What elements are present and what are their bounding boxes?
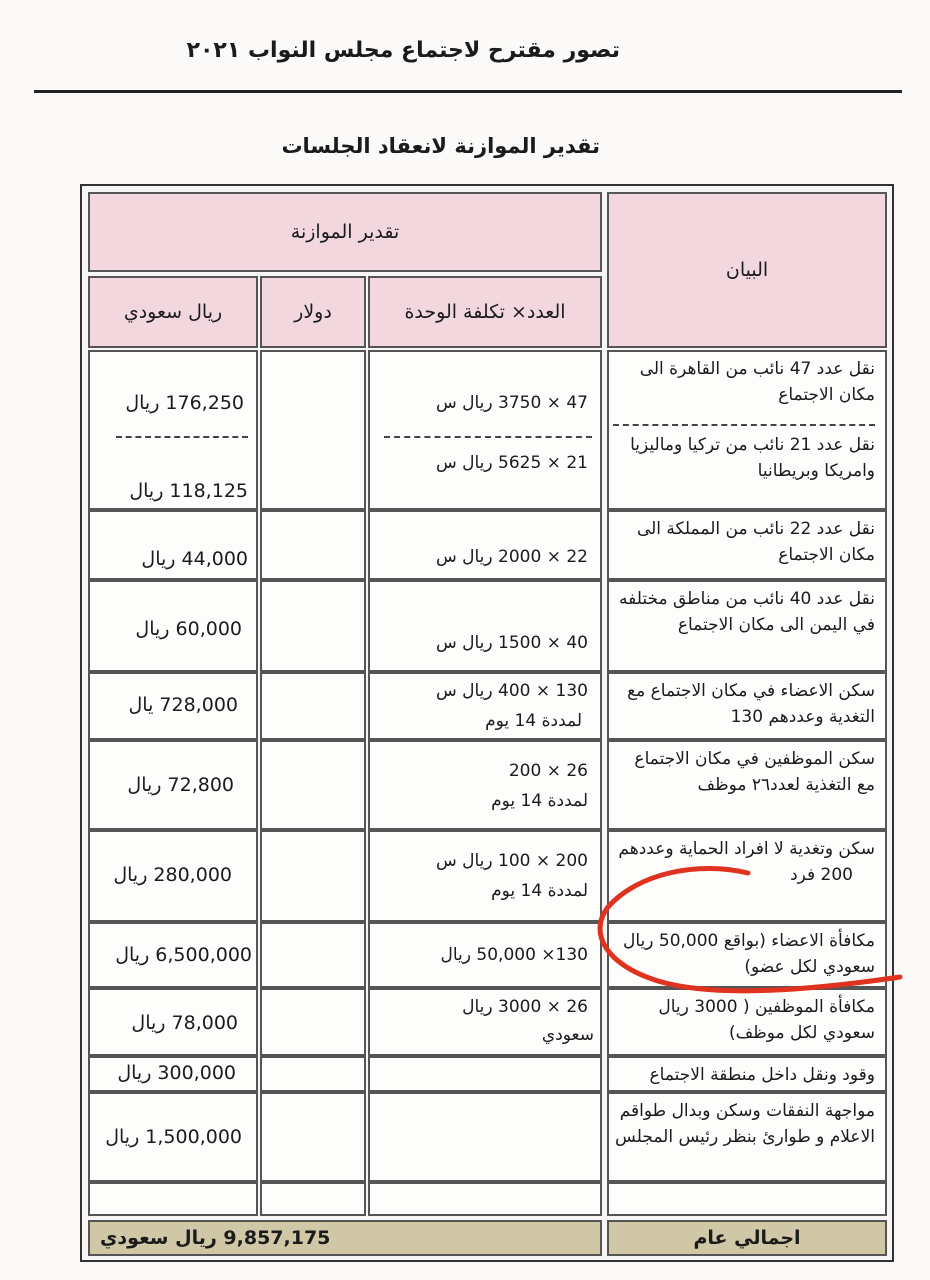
- row-6-desc: [607, 830, 887, 922]
- row-10-riyal-value: 1,500,000 ريال: [105, 1126, 242, 1148]
- row-2-desc: نقل عدد 22 نائب من المملكة الى مكان الاجتماع: [607, 510, 887, 580]
- row-4-calc-line-2: لمددة 14 يوم: [485, 711, 582, 731]
- row-8-riyal: [88, 988, 258, 1056]
- header-dollar-label: دولار: [294, 301, 332, 323]
- row-6-calc: [368, 830, 602, 922]
- total-label: اجمالي عام: [693, 1227, 801, 1249]
- row-1-desc-a: نقل عدد 47 نائب من القاهرة الى مكان الاجتماع: [639, 359, 875, 405]
- row-9-riyal: [88, 1056, 258, 1092]
- row-9-riyal-value: 300,000 ريال: [117, 1062, 236, 1084]
- table-title: تقدير الموازنة لانعقاد الجلسات: [281, 134, 600, 158]
- row-2-riyal-value: 44,000 ريال: [141, 548, 248, 570]
- row-8-riyal-value: 78,000 ريال: [131, 1012, 238, 1034]
- header-count-unit-cost-label: العدد× تكلفة الوحدة: [404, 301, 566, 323]
- row-2-calc: [368, 510, 602, 580]
- empty-row-riyal: [88, 1182, 258, 1216]
- header-dollar: [260, 276, 366, 348]
- row-3-calc: [368, 580, 602, 672]
- header-statement-label: البيان: [725, 259, 769, 281]
- row-6-riyal-value: 280,000 ريال: [113, 864, 232, 886]
- row-3-calc-value: 40 × 1500 ريال س: [435, 633, 588, 653]
- header-budget-estimate: [88, 192, 602, 272]
- row-3-riyal-value: 60,000 ريال: [135, 618, 242, 640]
- row-1-riyal-a: 176,250 ريال: [125, 392, 244, 414]
- row-7-calc-value: 130× 50,000 ريال: [440, 945, 588, 965]
- row-6-calc-line-1: 200 × 100 ريال س: [435, 851, 588, 871]
- row-5-calc-line-1: 26 × 200: [508, 761, 588, 781]
- row-1-calc: [368, 350, 602, 510]
- row-5-calc-line-2: لمددة 14 يوم: [491, 791, 588, 811]
- row-1-desc: [607, 350, 887, 510]
- row-8-dollar: [260, 988, 366, 1056]
- empty-row-dollar: [260, 1182, 366, 1216]
- header-saudi-riyal-label: ريال سعودي: [123, 301, 223, 323]
- row-7-dollar: [260, 922, 366, 988]
- header-budget-estimate-label: تقدير الموازنة: [290, 221, 400, 243]
- row-10-desc: مواجهة النفقات وسكن وبدال طواقم الاعلام و طوارئ بنظر رئيس المجلس: [607, 1092, 887, 1182]
- row-6-desc-line-2: 200 فرد: [790, 865, 853, 885]
- title-rule: [34, 90, 902, 93]
- row-1-dollar: [260, 350, 366, 510]
- row-7-calc: [368, 922, 602, 988]
- row-8-calc-line-1: 26 × 3000 ريال: [462, 997, 588, 1017]
- row-1-riyal-divider: [116, 436, 248, 438]
- row-9-desc: وقود ونقل داخل منطقة الاجتماع: [607, 1056, 887, 1092]
- row-5-riyal: [88, 740, 258, 830]
- row-4-riyal: [88, 672, 258, 740]
- row-5-dollar: [260, 740, 366, 830]
- row-9-dollar: [260, 1056, 366, 1092]
- row-8-calc-line-2: سعودي: [541, 1025, 594, 1045]
- row-8-calc: [368, 988, 602, 1056]
- row-6-desc-line-1: سكن وتغدية لا افراد الحماية وعددهم: [618, 839, 875, 859]
- row-2-dollar: [260, 510, 366, 580]
- row-3-riyal: [88, 580, 258, 672]
- row-1-riyal-b: 118,125 ريال: [129, 480, 248, 502]
- row-1-divider: [613, 424, 875, 426]
- row-1-calc-divider: [384, 436, 592, 438]
- header-saudi-riyal: [88, 276, 258, 348]
- row-6-dollar: [260, 830, 366, 922]
- empty-row-desc: [607, 1182, 887, 1216]
- total-label-cell: [607, 1220, 887, 1256]
- row-1-riyal: [88, 350, 258, 510]
- row-6-calc-line-2: لمددة 14 يوم: [491, 881, 588, 901]
- row-4-riyal-value: 728,000 يال: [128, 694, 238, 716]
- total-value: 9,857,175 ريال سعودي: [100, 1227, 331, 1249]
- row-7-riyal: [88, 922, 258, 988]
- row-9-calc: [368, 1056, 602, 1092]
- row-5-desc: سكن الموظفين في مكان الاجتماع مع التغذية لعدد٢٦ موظف: [607, 740, 887, 830]
- row-3-desc: نقل عدد 40 نائب من مناطق مختلفه في اليمن الى مكان الاجتماع: [607, 580, 887, 672]
- row-7-riyal-value: 6,500,000 ريال: [115, 944, 252, 966]
- document-title: تصور مقترح لاجتماع مجلس النواب ٢٠٢١: [186, 38, 620, 63]
- row-4-dollar: [260, 672, 366, 740]
- header-statement: [607, 192, 887, 348]
- row-7-desc: مكافأة الاعضاء (بواقع 50,000 ريال سعودي لكل عضو): [607, 922, 887, 988]
- row-1-calc-b: 21 × 5625 ريال س: [435, 453, 588, 473]
- header-count-unit-cost: [368, 276, 602, 348]
- row-3-dollar: [260, 580, 366, 672]
- row-4-desc: سكن الاعضاء في مكان الاجتماع مع التغدية وعددهم 130: [607, 672, 887, 740]
- row-10-calc: [368, 1092, 602, 1182]
- row-1-calc-a: 47 × 3750 ريال س: [435, 393, 588, 413]
- row-2-calc-value: 22 × 2000 ريال س: [435, 547, 588, 567]
- row-2-riyal: [88, 510, 258, 580]
- row-4-calc: [368, 672, 602, 740]
- empty-row-calc: [368, 1182, 602, 1216]
- row-5-riyal-value: 72,800 ريال: [127, 774, 234, 796]
- row-6-riyal: [88, 830, 258, 922]
- row-10-riyal: [88, 1092, 258, 1182]
- row-8-desc: مكافأة الموظفين ( 3000 ريال سعودي لكل موظف): [607, 988, 887, 1056]
- row-5-calc: [368, 740, 602, 830]
- row-10-dollar: [260, 1092, 366, 1182]
- row-4-calc-line-1: 130 × 400 ريال س: [435, 681, 588, 701]
- total-value-cell: [88, 1220, 602, 1256]
- row-1-desc-b: نقل عدد 21 نائب من تركيا وماليزيا وامريكا وبريطانيا: [630, 435, 875, 481]
